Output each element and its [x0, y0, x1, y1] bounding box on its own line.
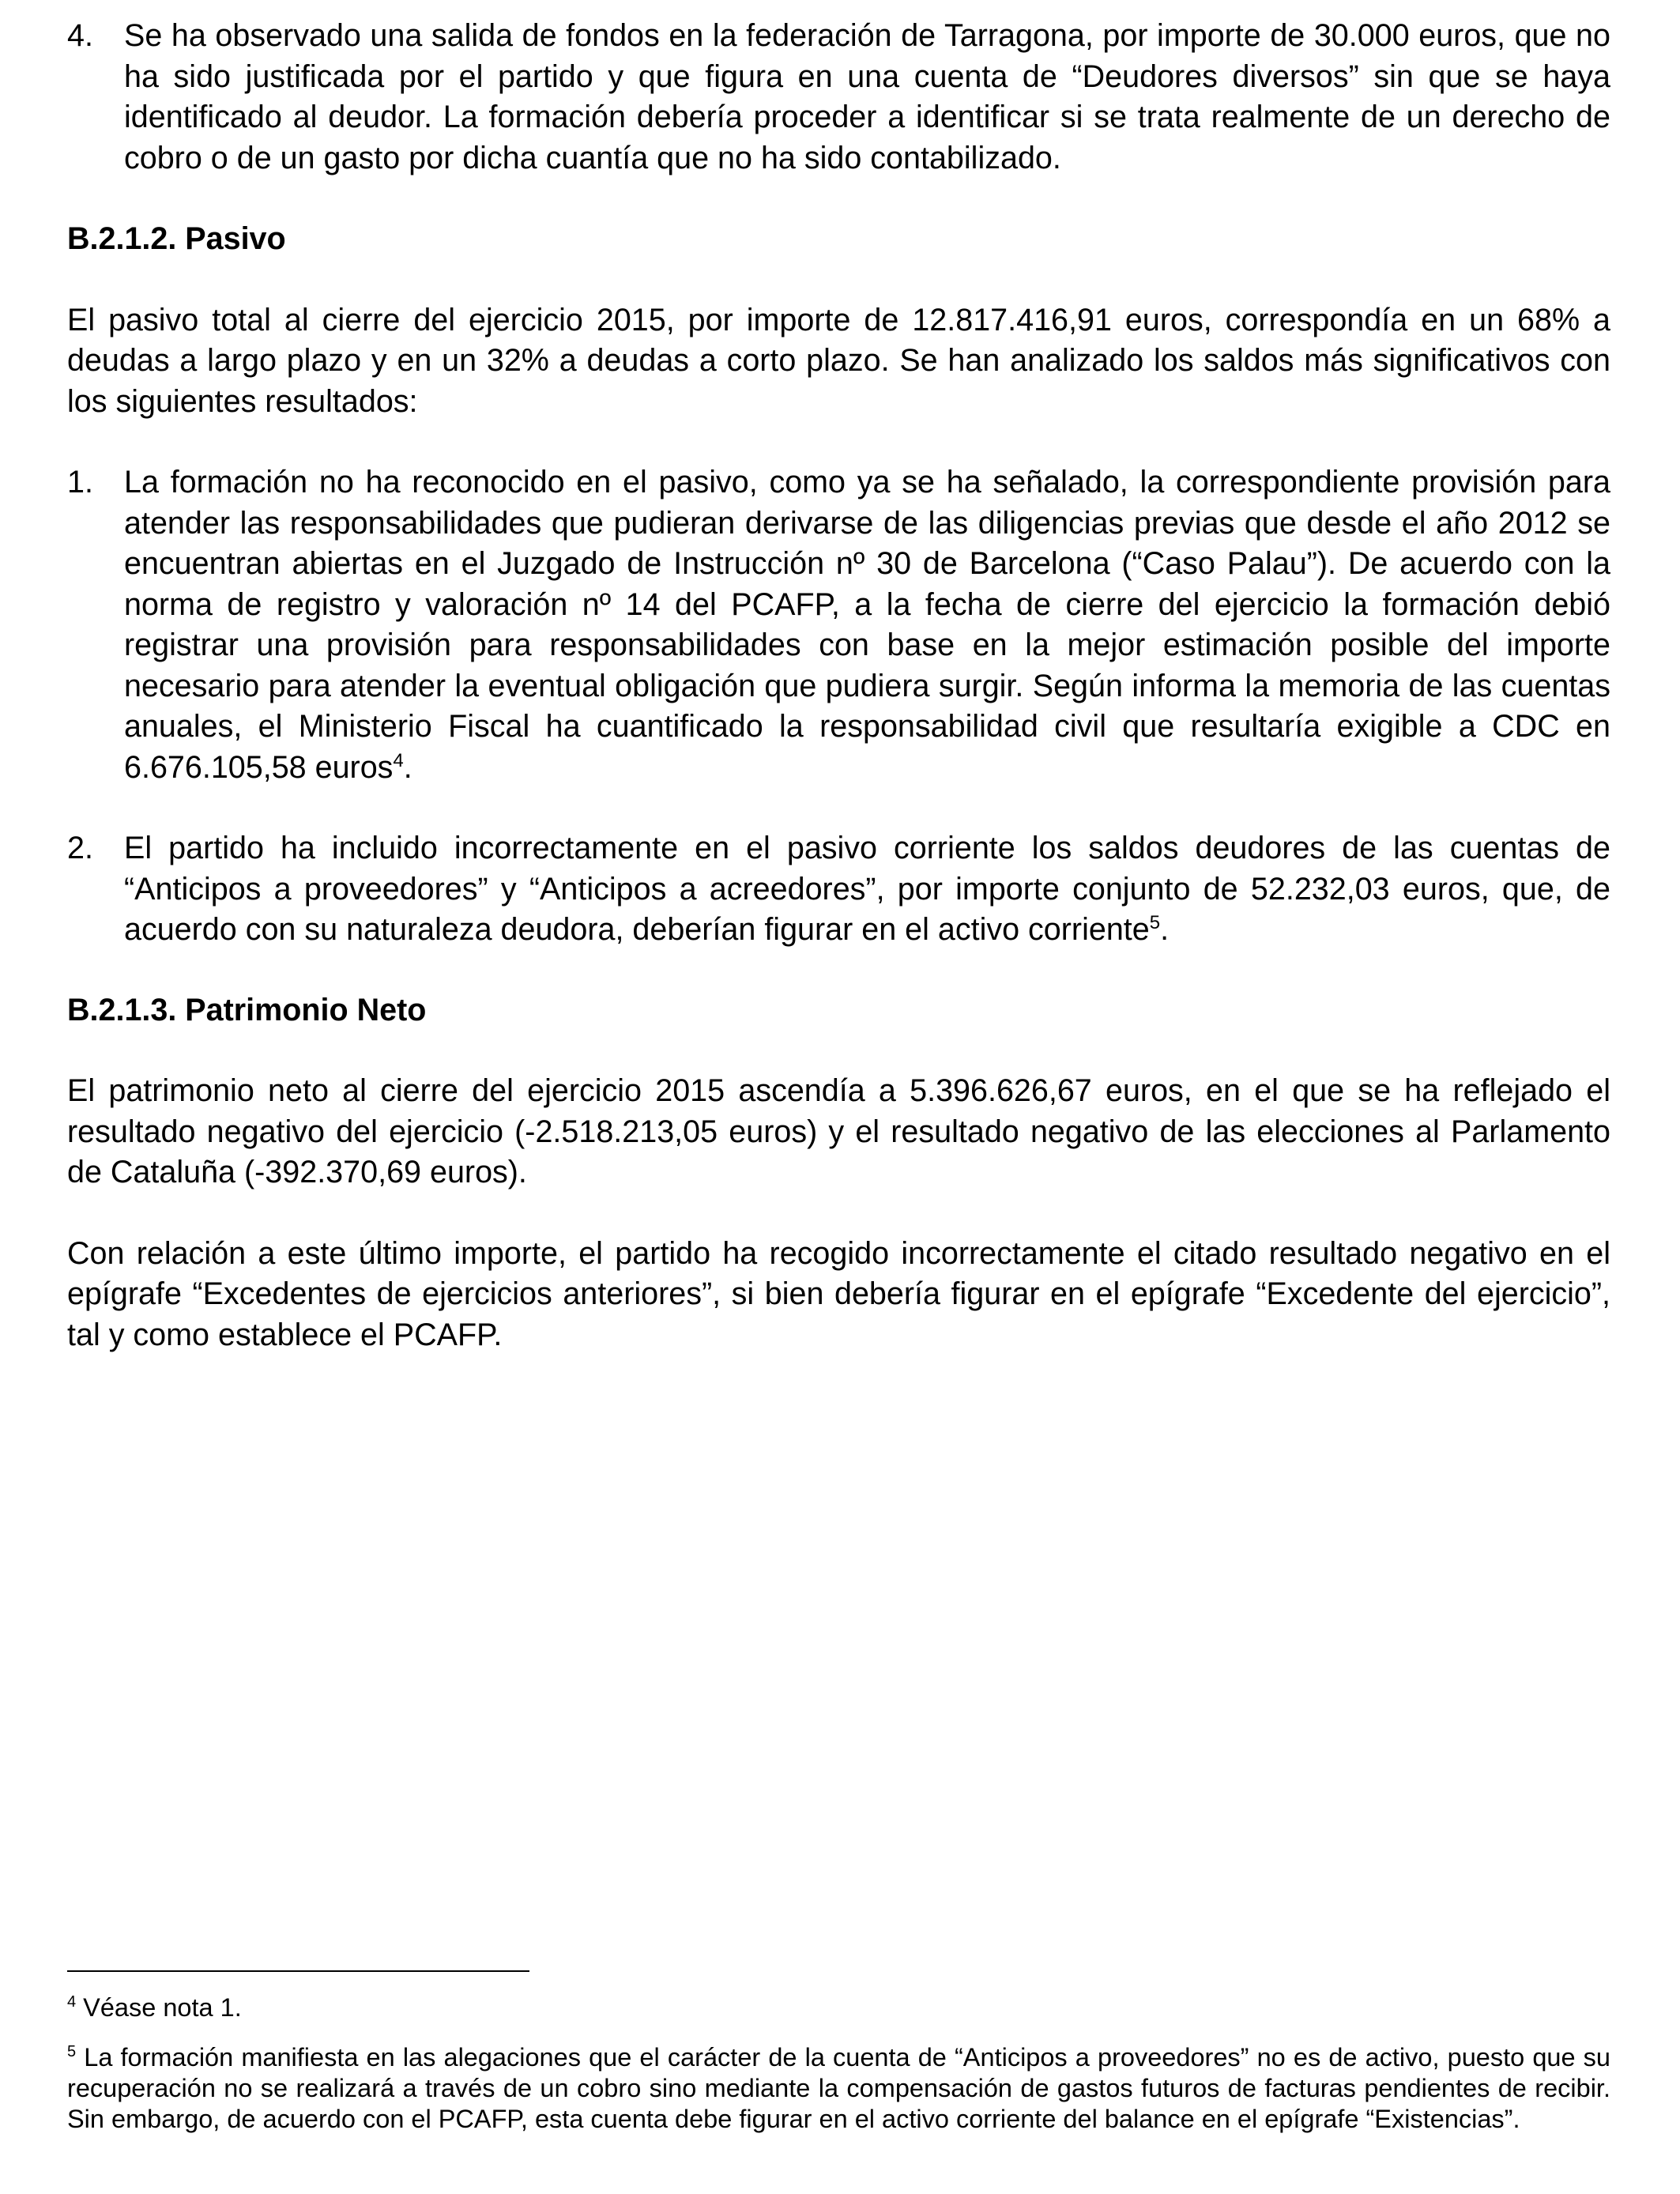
footnote-text: Véase nota 1. — [76, 1993, 242, 2022]
list-item-2 — [67, 828, 1610, 951]
section-heading-patrimonio-neto: B.2.1.3. Patrimonio Neto — [67, 992, 427, 1027]
footnote-marker: 5 — [67, 2043, 77, 2061]
list-item-end: . — [403, 749, 412, 785]
section-heading-pasivo: B.2.1.2. Pasivo — [67, 221, 286, 256]
footnote-text: La formación manifiesta en las alegaciones que el carácter de la cuenta de “Anticipos a proveedores” no es de activo, puesto que su recuperación no se realizará a través de un cobro sino mediante la compensación de gastos futuros de facturas pendientes de recibir. Sin embargo, de acuerdo con el PCAFP, esta cuenta debe figurar en el activo corriente del balance en el epígrafe “Existencias”. — [67, 2043, 1610, 2133]
list-item-4 — [67, 16, 1610, 179]
footnote-ref-4[interactable]: 4 — [393, 749, 404, 771]
paragraph-patrimonio-relacion: Con relación a este último importe, el partido ha recogido incorrectamente el citado resultado negativo en el epígrafe “Excedentes de ejercicios anteriores”, si bien debería figurar en el epígrafe “Excedente del ejercicio”, tal y como establece el PCAFP. — [67, 1235, 1610, 1352]
footnote-separator — [67, 1970, 529, 1972]
footnote-ref-5[interactable]: 5 — [1149, 911, 1161, 933]
footnote-4 — [67, 1992, 1610, 2023]
footnote-marker: 4 — [67, 1993, 77, 2011]
list-number: 4. — [67, 18, 93, 53]
list-item-text: La formación no ha reconocido en el pasivo, como ya se ha señalado, la correspondiente provisión para atender las responsabilidades que pudieran derivarse de las diligencias previas que desde el año 2012 se encuentran abiertas en el Juzgado de Instrucción nº 30 de Barcelona (“Caso Palau”). De acuerdo con la norma de registro y valoración nº 14 del PCAFP, a la fecha de cierre del ejercicio la formación debió registrar una provisión para responsabilidades con base en la mejor estimación posible del importe necesario para atender la eventual obligación que pudiera surgir. Según informa la memoria de las cuentas anuales, el Ministerio Fiscal ha cuantificado la responsabilidad civil que resultaría exigible a CDC en 6.676.105,58 euros — [124, 465, 1610, 785]
document-page — [67, 16, 1610, 1355]
paragraph-pasivo-intro: El pasivo total al cierre del ejercicio 2015, por importe de 12.817.416,91 euros, correspondía en un 68% a deudas a largo plazo y en un 32% a deudas a corto plazo. Se han analizado los saldos más significativos con los siguientes resultados: — [67, 302, 1610, 419]
list-item-text: Se ha observado una salida de fondos en la federación de Tarragona, por importe de 30.000 euros, que no ha sido justificada por el partido y que figura en una cuenta de “Deudores diversos” sin que se haya identificado al deudor. La formación debería proceder a identificar si se trata realmente de un derecho de cobro o de un gasto por dicha cuantía que no ha sido contabilizado. — [124, 18, 1610, 175]
footnote-5 — [67, 2042, 1610, 2135]
list-item-1 — [67, 462, 1610, 788]
list-item-text: El partido ha incluido incorrectamente en el pasivo corriente los saldos deudores de las cuentas de “Anticipos a proveedores” y “Anticipos a acreedores”, por importe conjunto de 52.232,03 euros, que, de acuerdo con su naturaleza deudora, deberían figurar en el activo corriente — [124, 831, 1610, 947]
footnotes — [67, 1970, 1610, 2135]
list-number: 1. — [67, 465, 93, 499]
list-number: 2. — [67, 831, 93, 865]
list-item-end: . — [1160, 912, 1170, 947]
paragraph-patrimonio-neto: El patrimonio neto al cierre del ejercicio 2015 ascendía a 5.396.626,67 euros, en el que se ha reflejado el resultado negativo del ejercicio (-2.518.213,05 euros) y el resultado negativo de las elecciones al Parlamento de Cataluña (-392.370,69 euros). — [67, 1073, 1610, 1189]
